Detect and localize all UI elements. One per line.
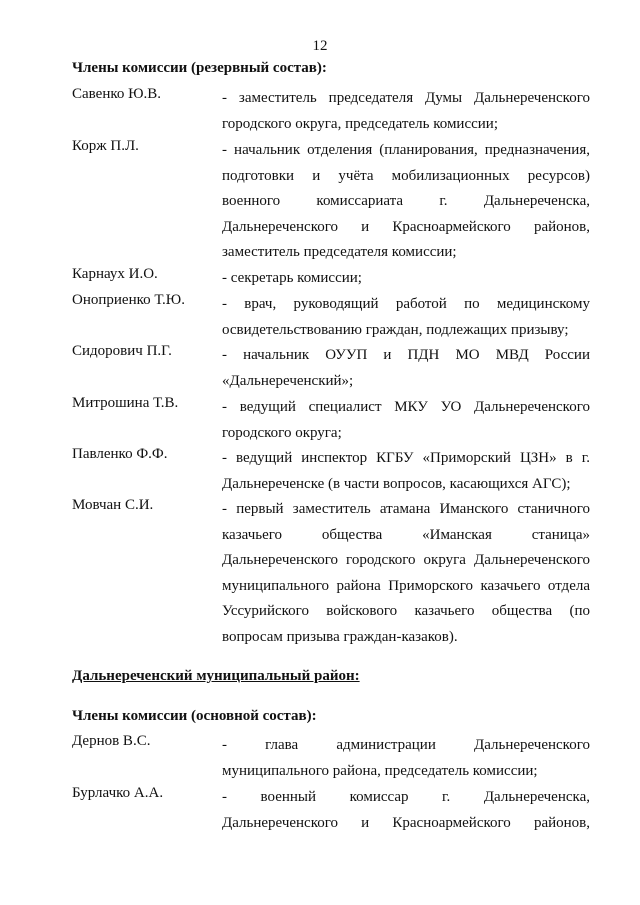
- member-name: Оноприенко Т.Ю.: [72, 292, 185, 308]
- section-heading-main: Члены комиссии (основной состав):: [72, 708, 317, 724]
- member-role: - глава администрации Дальнереченского муниципального района, председатель комиссии;: [222, 737, 590, 779]
- section-heading-district: Дальнереченский муниципальный район:: [72, 668, 360, 684]
- member-name: Бурлачко А.А.: [72, 785, 164, 801]
- member-role: - ведущий инспектор КГБУ «Приморский ЦЗН» в г. Дальнереченске (в части вопросов, касающихся АГС);: [222, 450, 590, 492]
- section-heading-reserve: Члены комиссии (резервный состав):: [72, 60, 327, 76]
- member-name: Карнаух И.О.: [72, 266, 158, 282]
- member-name: Дернов В.С.: [72, 733, 151, 749]
- member-role: - военный комиссар г. Дальнереченска, Дальнереченского и Красноармейского районов,: [222, 789, 590, 831]
- member-role: - начальник ОУУП и ПДН МО МВД России «Дальнереченский»;: [222, 347, 590, 389]
- member-name: Павленко Ф.Ф.: [72, 446, 168, 462]
- member-role: - секретарь комиссии;: [222, 270, 362, 286]
- member-role: - врач, руководящий работой по медицинскому освидетельствованию граждан, подлежащих призыву;: [222, 296, 590, 338]
- member-role: - начальник отделения (планирования, предназначения, подготовки и учёта мобилизационных ресурсов) военного комиссариата г. Дальнереченска, Дальнереченского и Красноармейского районов, заместитель председателя комиссии;: [222, 142, 590, 261]
- member-role: - первый заместитель атамана Иманского станичного казачьего общества «Иманская станица» Дальнереченского городского округа Дальнереченского муниципального района Приморского казачьего отдела Уссурийского войскового казачьего общества (по вопросам призыва граждан-казаков).: [222, 501, 590, 645]
- member-name: Сидорович П.Г.: [72, 343, 172, 359]
- member-name: Савенко Ю.В.: [72, 86, 162, 102]
- member-name: Митрошина Т.В.: [72, 395, 179, 411]
- member-name: Корж П.Л.: [72, 138, 139, 154]
- member-role: - ведущий специалист МКУ УО Дальнереченского городского округа;: [222, 399, 590, 441]
- member-role: - заместитель председателя Думы Дальнереченского городского округа, председатель комиссии;: [222, 90, 590, 132]
- member-name: Мовчан С.И.: [72, 497, 154, 513]
- page-number: 12: [312, 38, 328, 54]
